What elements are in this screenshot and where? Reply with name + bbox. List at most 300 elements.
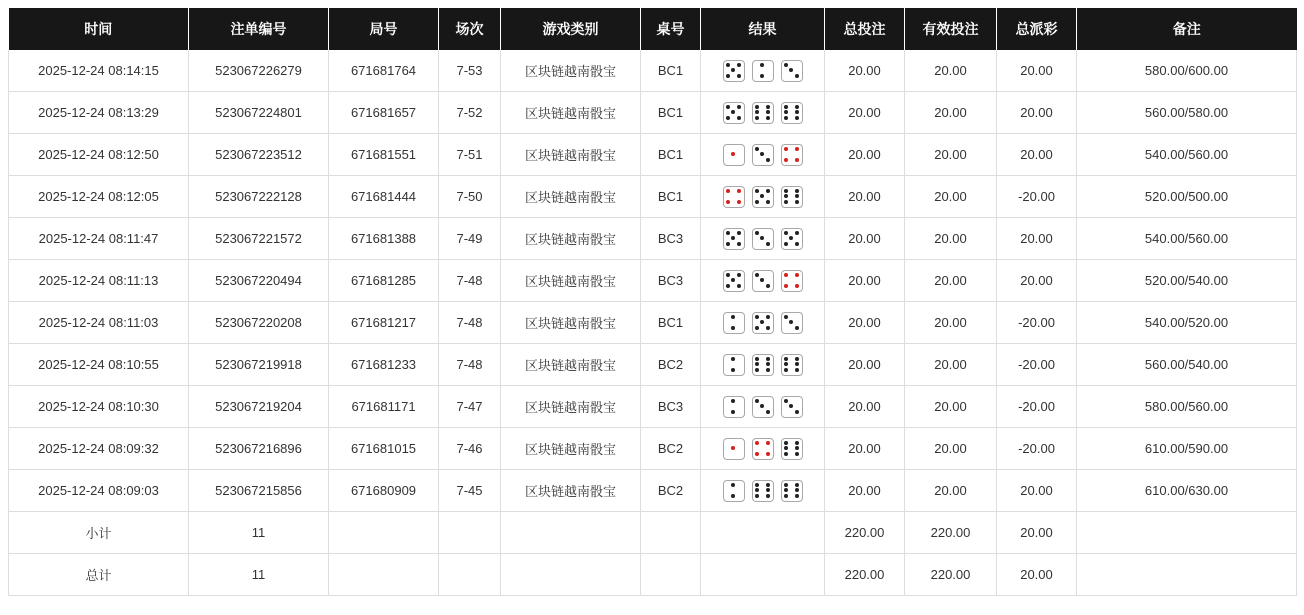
cell-total-payout: -20.00: [997, 344, 1077, 386]
cell-total-payout: 20.00: [997, 260, 1077, 302]
die-pip: [737, 105, 741, 109]
die-face-3: [781, 396, 803, 418]
cell-remark: 540.00/560.00: [1077, 218, 1297, 260]
die-pip: [731, 446, 735, 450]
cell-game-type: 区块链越南骰宝: [501, 344, 641, 386]
die-face-3: [752, 228, 774, 250]
dice-result-group: [705, 354, 820, 376]
cell-table-no: BC3: [641, 386, 701, 428]
die-face-2: [752, 60, 774, 82]
die-pip: [795, 441, 799, 445]
column-header-valid-bet[interactable]: 有效投注: [905, 8, 997, 50]
die-pip: [731, 315, 735, 319]
summary-round-no: [329, 512, 439, 554]
die-face-2: [723, 312, 745, 334]
die-pip: [795, 116, 799, 120]
summary-valid-bet: 220.00: [905, 554, 997, 596]
column-header-round-no[interactable]: 局号: [329, 8, 439, 50]
die-pip: [737, 200, 741, 204]
die-face-6: [752, 102, 774, 124]
summary-total-payout: 20.00: [997, 512, 1077, 554]
table-row: [9, 134, 1297, 176]
die-pip: [795, 105, 799, 109]
die-pip: [795, 357, 799, 361]
cell-total-bet[interactable]: 20.00: [825, 344, 905, 386]
cell-table-no: BC1: [641, 176, 701, 218]
die-face-6: [781, 354, 803, 376]
cell-order-no: 523067220208: [189, 302, 329, 344]
die-face-6: [752, 354, 774, 376]
die-face-4: [781, 270, 803, 292]
cell-result: [701, 218, 825, 260]
die-pip: [755, 147, 759, 151]
die-pip: [760, 152, 764, 156]
cell-table-no: BC2: [641, 344, 701, 386]
die-pip: [755, 494, 759, 498]
summary-total-payout: 20.00: [997, 554, 1077, 596]
die-pip: [755, 105, 759, 109]
cell-total-payout: -20.00: [997, 176, 1077, 218]
column-header-time[interactable]: 时间: [9, 8, 189, 50]
cell-total-payout: 20.00: [997, 470, 1077, 512]
cell-session: 7-48: [439, 260, 501, 302]
cell-session: 7-46: [439, 428, 501, 470]
cell-valid-bet: 20.00: [905, 470, 997, 512]
die-face-1: [723, 438, 745, 460]
dice-result-group: [705, 228, 820, 250]
die-pip: [784, 368, 788, 372]
die-pip: [731, 368, 735, 372]
die-pip: [789, 404, 793, 408]
die-pip: [737, 74, 741, 78]
die-pip: [795, 200, 799, 204]
cell-result: [701, 176, 825, 218]
die-pip: [795, 74, 799, 78]
die-pip: [755, 441, 759, 445]
cell-game-type: 区块链越南骰宝: [501, 218, 641, 260]
die-face-3: [752, 396, 774, 418]
die-face-6: [752, 480, 774, 502]
cell-session: 7-53: [439, 50, 501, 92]
summary-remark: [1077, 512, 1297, 554]
cell-order-no: 523067215856: [189, 470, 329, 512]
cell-time: 2025-12-24 08:11:03: [9, 302, 189, 344]
summary-count: 11: [189, 554, 329, 596]
cell-session: 7-52: [439, 92, 501, 134]
die-pip: [795, 488, 799, 492]
die-pip: [784, 110, 788, 114]
cell-total-payout: -20.00: [997, 386, 1077, 428]
column-header-result[interactable]: 结果: [701, 8, 825, 50]
die-pip: [784, 483, 788, 487]
table-body: [9, 50, 1297, 596]
cell-valid-bet: 20.00: [905, 428, 997, 470]
cell-order-no: 523067224801: [189, 92, 329, 134]
die-pip: [755, 488, 759, 492]
die-pip: [795, 273, 799, 277]
die-pip: [731, 483, 735, 487]
die-pip: [760, 63, 764, 67]
cell-total-bet[interactable]: 20.00: [825, 428, 905, 470]
summary-game-type: [501, 512, 641, 554]
column-header-remark[interactable]: 备注: [1077, 8, 1297, 50]
cell-remark: 520.00/500.00: [1077, 176, 1297, 218]
cell-session: 7-45: [439, 470, 501, 512]
cell-total-payout: 20.00: [997, 218, 1077, 260]
die-pip: [731, 494, 735, 498]
die-face-5: [752, 312, 774, 334]
die-pip: [766, 200, 770, 204]
cell-session: 7-48: [439, 302, 501, 344]
die-pip: [784, 357, 788, 361]
die-pip: [760, 236, 764, 240]
cell-result: [701, 344, 825, 386]
cell-remark: 580.00/600.00: [1077, 50, 1297, 92]
dice-result-group: [705, 312, 820, 334]
die-pip: [795, 242, 799, 246]
summary-remark: [1077, 554, 1297, 596]
die-pip: [784, 452, 788, 456]
cell-order-no: 523067226279: [189, 50, 329, 92]
summary-row: [9, 554, 1297, 596]
die-pip: [766, 483, 770, 487]
die-pip: [726, 189, 730, 193]
cell-order-no: 523067223512: [189, 134, 329, 176]
die-pip: [731, 357, 735, 361]
summary-session: [439, 512, 501, 554]
table-row: [9, 176, 1297, 218]
cell-result: [701, 428, 825, 470]
cell-result: [701, 260, 825, 302]
die-pip: [784, 399, 788, 403]
die-pip: [795, 189, 799, 193]
cell-remark: 580.00/560.00: [1077, 386, 1297, 428]
die-pip: [795, 483, 799, 487]
summary-table-no: [641, 512, 701, 554]
cell-result: [701, 302, 825, 344]
column-header-total-payout[interactable]: 总派彩: [997, 8, 1077, 50]
table-row: [9, 386, 1297, 428]
die-pip: [737, 242, 741, 246]
die-pip: [766, 158, 770, 162]
die-face-4: [752, 438, 774, 460]
die-face-5: [723, 270, 745, 292]
die-face-3: [781, 60, 803, 82]
cell-table-no: BC2: [641, 428, 701, 470]
dice-result-group: [705, 60, 820, 82]
die-face-6: [781, 438, 803, 460]
cell-session: 7-51: [439, 134, 501, 176]
cell-table-no: BC3: [641, 218, 701, 260]
summary-result: [701, 554, 825, 596]
die-pip: [795, 158, 799, 162]
cell-result: [701, 470, 825, 512]
die-pip: [784, 242, 788, 246]
summary-total-bet: 220.00: [825, 512, 905, 554]
cell-time: 2025-12-24 08:11:47: [9, 218, 189, 260]
cell-game-type: 区块链越南骰宝: [501, 260, 641, 302]
die-pip: [795, 147, 799, 151]
die-pip: [784, 147, 788, 151]
dice-result-group: [705, 186, 820, 208]
cell-game-type: 区块链越南骰宝: [501, 386, 641, 428]
table-header: [9, 8, 1297, 50]
die-pip: [795, 494, 799, 498]
die-pip: [726, 231, 730, 235]
cell-valid-bet: 20.00: [905, 344, 997, 386]
die-pip: [726, 273, 730, 277]
die-pip: [737, 63, 741, 67]
die-pip: [766, 110, 770, 114]
die-face-5: [752, 186, 774, 208]
cell-total-bet[interactable]: 20.00: [825, 176, 905, 218]
die-pip: [795, 362, 799, 366]
die-face-3: [752, 270, 774, 292]
cell-game-type: 区块链越南骰宝: [501, 176, 641, 218]
cell-total-bet[interactable]: 20.00: [825, 92, 905, 134]
bet-records-table: [8, 8, 1297, 596]
table-row: [9, 50, 1297, 92]
die-pip: [760, 194, 764, 198]
die-pip: [766, 362, 770, 366]
die-pip: [766, 326, 770, 330]
cell-order-no: 523067221572: [189, 218, 329, 260]
die-pip: [795, 231, 799, 235]
summary-result: [701, 512, 825, 554]
table-row: [9, 470, 1297, 512]
die-pip: [766, 452, 770, 456]
die-pip: [755, 368, 759, 372]
die-pip: [784, 488, 788, 492]
cell-game-type: 区块链越南骰宝: [501, 428, 641, 470]
cell-game-type: 区块链越南骰宝: [501, 134, 641, 176]
die-pip: [784, 63, 788, 67]
cell-valid-bet: 20.00: [905, 218, 997, 260]
dice-result-group: [705, 396, 820, 418]
cell-round-no: 671681388: [329, 218, 439, 260]
column-header-table-no[interactable]: 桌号: [641, 8, 701, 50]
die-pip: [784, 231, 788, 235]
die-pip: [766, 105, 770, 109]
summary-label: 总计: [9, 554, 189, 596]
die-pip: [731, 68, 735, 72]
table-row: [9, 344, 1297, 386]
die-pip: [737, 116, 741, 120]
die-pip: [795, 326, 799, 330]
die-pip: [784, 315, 788, 319]
die-pip: [731, 278, 735, 282]
cell-game-type: 区块链越南骰宝: [501, 470, 641, 512]
die-pip: [755, 110, 759, 114]
die-pip: [766, 488, 770, 492]
die-pip: [784, 273, 788, 277]
cell-table-no: BC1: [641, 302, 701, 344]
die-face-4: [781, 144, 803, 166]
cell-table-no: BC2: [641, 470, 701, 512]
summary-count: 11: [189, 512, 329, 554]
die-face-6: [781, 102, 803, 124]
summary-table-no: [641, 554, 701, 596]
die-pip: [784, 116, 788, 120]
summary-session: [439, 554, 501, 596]
die-face-5: [723, 60, 745, 82]
die-pip: [795, 410, 799, 414]
cell-round-no: 671681444: [329, 176, 439, 218]
die-pip: [737, 273, 741, 277]
die-pip: [784, 441, 788, 445]
cell-time: 2025-12-24 08:09:03: [9, 470, 189, 512]
die-pip: [766, 357, 770, 361]
die-pip: [737, 284, 741, 288]
dice-result-group: [705, 438, 820, 460]
dice-result-group: [705, 102, 820, 124]
summary-total-bet: 220.00: [825, 554, 905, 596]
die-face-2: [723, 480, 745, 502]
die-pip: [755, 452, 759, 456]
cell-order-no: 523067219918: [189, 344, 329, 386]
die-pip: [760, 404, 764, 408]
cell-remark: 520.00/540.00: [1077, 260, 1297, 302]
cell-round-no: 671680909: [329, 470, 439, 512]
die-pip: [731, 410, 735, 414]
cell-total-bet[interactable]: 20.00: [825, 260, 905, 302]
die-pip: [760, 320, 764, 324]
die-face-3: [781, 312, 803, 334]
dice-result-group: [705, 144, 820, 166]
die-face-1: [723, 144, 745, 166]
die-pip: [766, 410, 770, 414]
cell-session: 7-49: [439, 218, 501, 260]
summary-round-no: [329, 554, 439, 596]
column-header-game-type[interactable]: 游戏类别: [501, 8, 641, 50]
summary-valid-bet: 220.00: [905, 512, 997, 554]
cell-total-bet[interactable]: 20.00: [825, 134, 905, 176]
die-face-5: [781, 228, 803, 250]
cell-total-payout: 20.00: [997, 92, 1077, 134]
die-pip: [766, 494, 770, 498]
die-pip: [731, 152, 735, 156]
cell-total-payout: 20.00: [997, 50, 1077, 92]
die-pip: [755, 273, 759, 277]
cell-total-bet[interactable]: 20.00: [825, 302, 905, 344]
die-pip: [789, 68, 793, 72]
table-header-row: [9, 8, 1297, 50]
die-pip: [755, 483, 759, 487]
cell-time: 2025-12-24 08:14:15: [9, 50, 189, 92]
die-pip: [726, 200, 730, 204]
column-header-order-no[interactable]: 注单编号: [189, 8, 329, 50]
cell-total-bet[interactable]: 20.00: [825, 50, 905, 92]
cell-table-no: BC3: [641, 260, 701, 302]
cell-time: 2025-12-24 08:10:55: [9, 344, 189, 386]
cell-round-no: 671681171: [329, 386, 439, 428]
cell-remark: 560.00/580.00: [1077, 92, 1297, 134]
die-pip: [784, 446, 788, 450]
cell-game-type: 区块链越南骰宝: [501, 50, 641, 92]
cell-time: 2025-12-24 08:13:29: [9, 92, 189, 134]
die-pip: [766, 441, 770, 445]
cell-total-payout: 20.00: [997, 134, 1077, 176]
die-pip: [784, 362, 788, 366]
die-face-5: [723, 102, 745, 124]
die-pip: [766, 315, 770, 319]
cell-result: [701, 134, 825, 176]
die-pip: [726, 116, 730, 120]
die-pip: [766, 116, 770, 120]
cell-total-bet[interactable]: 20.00: [825, 386, 905, 428]
cell-time: 2025-12-24 08:10:30: [9, 386, 189, 428]
die-pip: [755, 315, 759, 319]
die-pip: [755, 116, 759, 120]
die-pip: [784, 200, 788, 204]
cell-remark: 540.00/520.00: [1077, 302, 1297, 344]
summary-game-type: [501, 554, 641, 596]
die-face-2: [723, 354, 745, 376]
die-pip: [784, 105, 788, 109]
cell-valid-bet: 20.00: [905, 92, 997, 134]
die-pip: [737, 189, 741, 193]
cell-valid-bet: 20.00: [905, 302, 997, 344]
cell-order-no: 523067216896: [189, 428, 329, 470]
die-pip: [755, 231, 759, 235]
cell-round-no: 671681764: [329, 50, 439, 92]
dice-result-group: [705, 480, 820, 502]
cell-round-no: 671681657: [329, 92, 439, 134]
cell-remark: 610.00/630.00: [1077, 470, 1297, 512]
die-pip: [726, 63, 730, 67]
die-pip: [755, 357, 759, 361]
cell-round-no: 671681233: [329, 344, 439, 386]
die-face-6: [781, 186, 803, 208]
dice-result-group: [705, 270, 820, 292]
die-pip: [755, 189, 759, 193]
die-pip: [766, 189, 770, 193]
die-pip: [784, 189, 788, 193]
cell-result: [701, 92, 825, 134]
die-pip: [726, 74, 730, 78]
die-pip: [795, 452, 799, 456]
table-row: [9, 92, 1297, 134]
die-pip: [760, 278, 764, 282]
cell-valid-bet: 20.00: [905, 386, 997, 428]
cell-order-no: 523067220494: [189, 260, 329, 302]
cell-valid-bet: 20.00: [905, 134, 997, 176]
die-pip: [726, 284, 730, 288]
die-pip: [726, 242, 730, 246]
die-pip: [789, 320, 793, 324]
die-face-4: [723, 186, 745, 208]
cell-session: 7-47: [439, 386, 501, 428]
table-row: [9, 260, 1297, 302]
cell-total-bet[interactable]: 20.00: [825, 218, 905, 260]
column-header-session[interactable]: 场次: [439, 8, 501, 50]
column-header-total-bet[interactable]: 总投注: [825, 8, 905, 50]
die-pip: [766, 368, 770, 372]
cell-session: 7-48: [439, 344, 501, 386]
summary-row: [9, 512, 1297, 554]
cell-table-no: BC1: [641, 134, 701, 176]
cell-time: 2025-12-24 08:12:50: [9, 134, 189, 176]
die-pip: [731, 399, 735, 403]
cell-table-no: BC1: [641, 92, 701, 134]
die-pip: [731, 236, 735, 240]
cell-time: 2025-12-24 08:11:13: [9, 260, 189, 302]
cell-remark: 610.00/590.00: [1077, 428, 1297, 470]
cell-round-no: 671681551: [329, 134, 439, 176]
cell-total-bet[interactable]: 20.00: [825, 470, 905, 512]
die-pip: [731, 326, 735, 330]
cell-result: [701, 50, 825, 92]
